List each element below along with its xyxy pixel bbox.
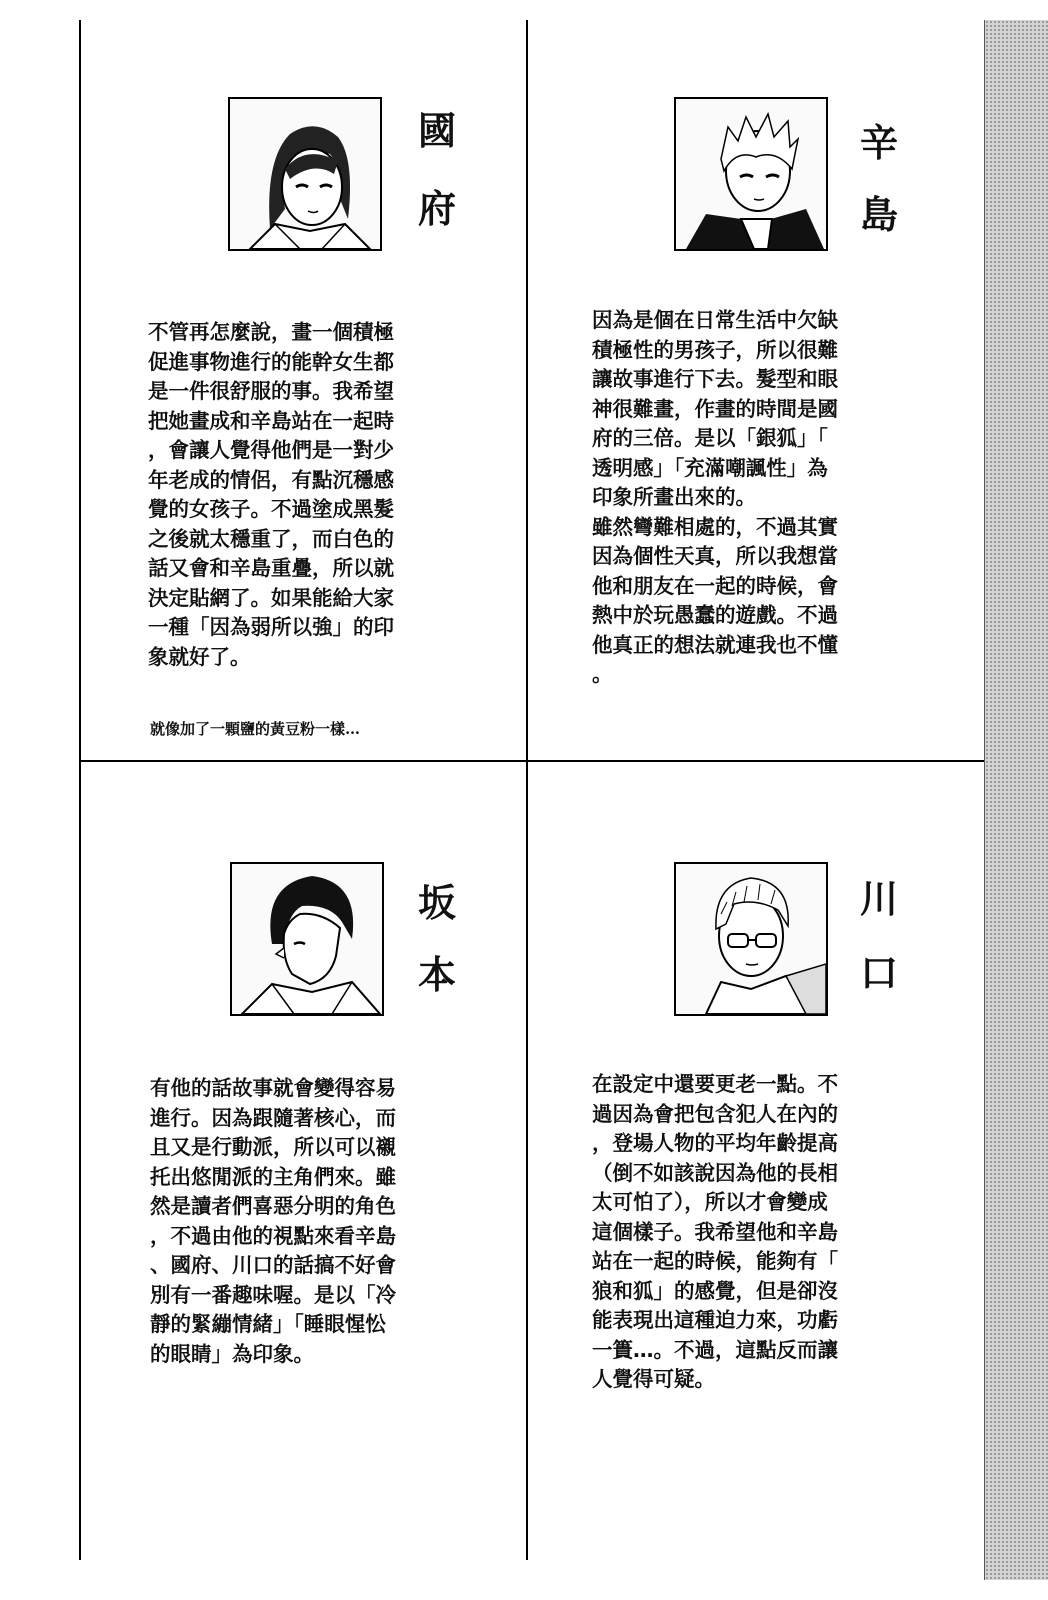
text-line: 話又會和辛島重疊，所以就 (148, 556, 394, 580)
kawaguchi-portrait-icon (674, 862, 828, 1016)
text-line: 因為個性天真，所以我想當 (592, 544, 838, 568)
text-line: 府的三倍。是以「銀狐」「 (592, 426, 828, 450)
sakamoto-name-char-1: 坂 (418, 880, 457, 925)
screentone-margin (984, 20, 1048, 1580)
text-line: 印象所畫出來的。 (592, 485, 756, 509)
text-line: 一種「因為弱所以強」的印 (148, 615, 394, 639)
text-line: 托出悠閒派的主角們來。雖 (150, 1164, 396, 1189)
left-border-line (79, 20, 81, 1560)
karashima-description (592, 306, 838, 690)
text-line: ，登場人物的平均年齡提高 (592, 1131, 838, 1155)
text-line: 是一件很舒服的事。我希望 (148, 379, 394, 403)
kawaguchi-description (592, 1070, 838, 1395)
text-line: 他真正的想法就連我也不懂 (592, 632, 838, 657)
center-divider-line (526, 20, 528, 1560)
text-line: ，會讓人覺得他們是一對少 (148, 438, 394, 462)
text-line: 熱中於玩愚蠢的遊戲。不過 (592, 603, 838, 627)
text-line: 一簣…。不過，這點反而讓 (592, 1337, 838, 1362)
kawaguchi-name-char-1: 川 (860, 876, 899, 921)
karashima-portrait-icon (674, 97, 828, 251)
text-line: 促進事物進行的能幹女生都 (148, 349, 394, 374)
text-line: 因為是個在日常生活中欠缺 (592, 308, 838, 332)
text-line: 決定貼網了。如果能給大家 (148, 585, 394, 610)
text-line: 神很難畫，作畫的時間是國 (592, 396, 838, 421)
text-line: 年老成的情侶，有點沉穩感 (148, 467, 394, 492)
text-line: 站在一起的時候，能夠有「 (592, 1249, 838, 1273)
text-line: 象就好了。 (148, 644, 251, 669)
kokufu-caption: 就像加了一顆鹽的黃豆粉一樣… (150, 720, 361, 738)
text-line: 、國府、川口的話搞不好會 (150, 1253, 396, 1277)
text-line: 別有一番趣味喔。是以「冷 (150, 1282, 396, 1307)
text-line: 之後就太穩重了，而白色的 (148, 526, 394, 551)
text-line: 的眼睛」為印象。 (150, 1341, 314, 1366)
text-line: 人覺得可疑。 (592, 1367, 715, 1391)
middle-divider-line (79, 760, 984, 762)
text-line: 能表現出這種迫力來，功虧 (592, 1308, 838, 1332)
text-line: 有他的話故事就會變得容易 (150, 1076, 396, 1100)
text-line: 把她畫成和辛島站在一起時 (148, 408, 394, 433)
text-line: 狼和狐」的感覺，但是卻沒 (592, 1278, 838, 1303)
karashima-name-char-1: 辛 (860, 120, 899, 165)
kokufu-portrait-icon (228, 97, 382, 251)
text-line: 且又是行動派，所以可以襯 (150, 1135, 396, 1159)
text-line: （倒不如該說因為他的長相 (592, 1160, 838, 1185)
sakamoto-portrait-icon (230, 862, 384, 1016)
text-line: ，不過由他的視點來看辛島 (150, 1223, 396, 1248)
text-line: 透明感」「充滿嘲諷性」為 (592, 455, 828, 480)
kawaguchi-name-char-2: 口 (860, 950, 899, 995)
text-line: 讓故事進行下去。髮型和眼 (592, 367, 838, 391)
kokufu-description (148, 318, 394, 672)
text-line: 靜的緊繃情緒」「睡眼惺忪 (150, 1312, 386, 1336)
sakamoto-description (150, 1074, 396, 1369)
karashima-name-char-2: 島 (860, 192, 899, 237)
text-line: 積極性的男孩子，所以很難 (592, 337, 838, 362)
text-line: 這個樣子。我希望他和辛島 (592, 1219, 838, 1244)
sakamoto-name-char-2: 本 (418, 952, 457, 997)
kokufu-name-char-1: 國 (418, 108, 457, 153)
text-line: 過因為會把包含犯人在內的 (592, 1101, 838, 1126)
text-line: 進行。因為跟隨著核心，而 (150, 1105, 396, 1130)
text-line: 覺的女孩子。不過塗成黑髮 (148, 497, 394, 521)
text-line: 然是讀者們喜惡分明的角色 (150, 1194, 396, 1218)
text-line: 太可怕了），所以才會變成 (592, 1190, 828, 1214)
text-line: 在設定中還要更老一點。不 (592, 1072, 838, 1096)
text-line: 他和朋友在一起的時候，會 (592, 573, 838, 598)
kokufu-name-char-2: 府 (418, 186, 457, 231)
text-line: 雖然彎難相處的，不過其實 (592, 514, 838, 539)
text-line: 不管再怎麼說，畫一個積極 (148, 320, 394, 344)
text-line: 。 (592, 662, 613, 686)
